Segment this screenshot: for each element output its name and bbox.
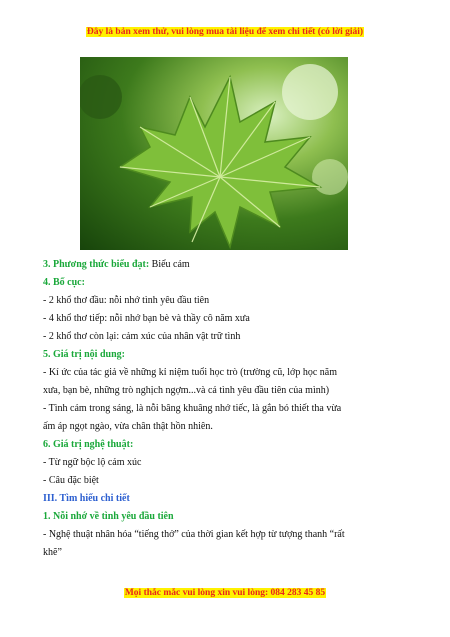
leaf-illustration-icon xyxy=(80,57,348,250)
section-5-paragraph-1-line-2: xưa, bạn bè, những trò nghịch ngợm...và cả tình yêu đầu tiên của mình) xyxy=(43,385,330,396)
section-4-item-3: - 2 khổ thơ còn lại: cảm xúc của nhân vật trữ tình xyxy=(43,331,241,342)
section-4-heading: 4. Bố cục: xyxy=(43,277,85,288)
section-5-paragraph-2-line-1: - Tình cảm trong sáng, là nỗi bâng khuâng nhớ tiếc, là gắn bó thiết tha vừa xyxy=(43,403,342,414)
section-3-line xyxy=(43,259,190,270)
subsection-1-paragraph-line-2: khẽ” xyxy=(43,547,62,558)
section-6-item-2: - Câu đặc biệt xyxy=(43,475,99,486)
section-3-label: 3. Phương thức biểu đạt: xyxy=(43,259,150,270)
subsection-1-paragraph-line-1: - Nghệ thuật nhân hóa “tiếng thở” của thời gian kết hợp từ tượng thanh “rất xyxy=(43,529,345,540)
contact-notice-text: Mọi thắc mắc vui lòng xin vui lòng: 084 283 45 85 xyxy=(124,588,326,598)
section-4-item-1: - 2 khổ thơ đầu: nỗi nhớ tình yêu đầu tiên xyxy=(43,295,210,306)
subsection-1-heading: 1. Nỗi nhớ về tình yêu đầu tiên xyxy=(43,511,174,522)
section-5-heading: 5. Giá trị nội dung: xyxy=(43,349,125,360)
section-6-item-1: - Từ ngữ bộc lộ cảm xúc xyxy=(43,457,142,468)
preview-notice-text: Đây là bản xem thử, vui lòng mua tài liệu để xem chi tiết (có lời giải) xyxy=(86,27,364,37)
section-5-paragraph-1-line-1: - Kí ức của tác giả về những kỉ niệm tuổi học trò (trường cũ, lớp học năm xyxy=(43,367,337,378)
preview-notice-banner xyxy=(0,27,450,37)
part-3-heading: III. Tìm hiểu chi tiết xyxy=(43,493,130,504)
leaf-photo xyxy=(80,57,348,250)
contact-notice-banner xyxy=(0,588,450,598)
section-5-paragraph-2-line-2: ấm áp ngọt ngào, vừa chân thật hồn nhiên. xyxy=(43,421,213,432)
section-6-heading: 6. Giá trị nghệ thuật: xyxy=(43,439,134,450)
section-3-value: Biểu cảm xyxy=(149,259,190,270)
section-4-item-2: - 4 khổ thơ tiếp: nỗi nhớ bạn bè và thầy cô năm xưa xyxy=(43,313,250,324)
